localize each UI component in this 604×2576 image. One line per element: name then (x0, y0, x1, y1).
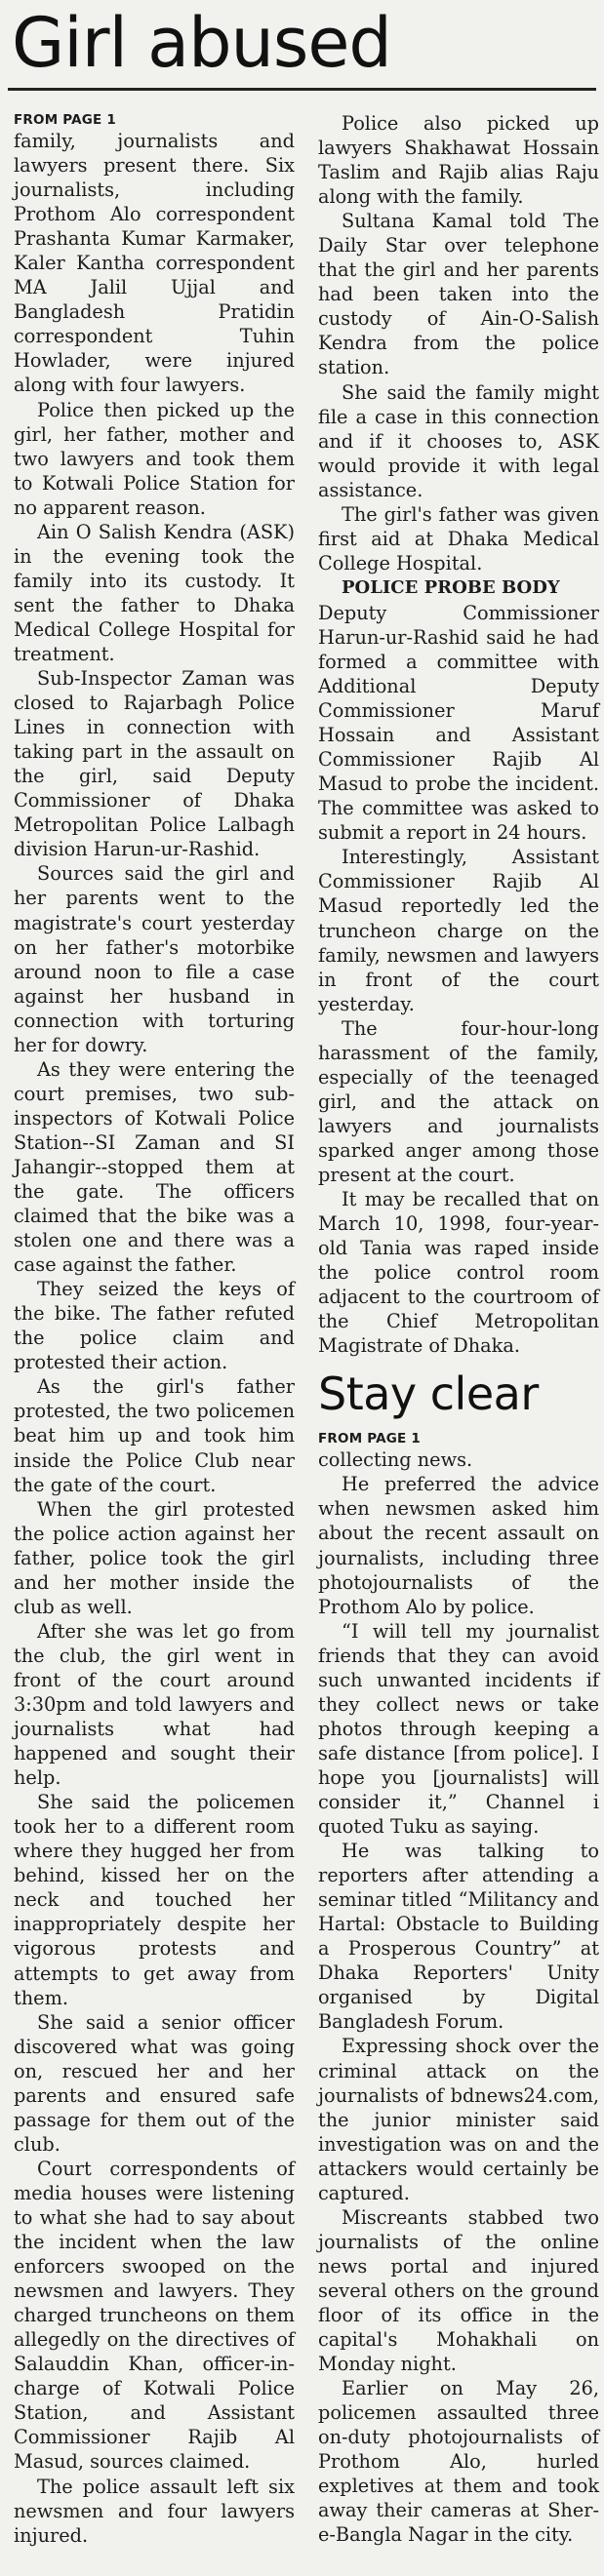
paragraph: When the girl protested the police action against her father, police took the girl and her mother inside the club as well. (14, 1497, 295, 1618)
paragraph: Police then picked up the girl, her father, mother and two lawyers and took them to Kotwali Police Station for no apparent reason. (14, 398, 295, 519)
paragraph: Expressing shock over the criminal attack on the journalists of bdnews24.com, the junior minister said investigation was on and the attackers would certainly be captured. (318, 2035, 599, 2204)
headline-rule (8, 88, 596, 91)
paragraph: The four-hour-long harassment of the family, especially of the teenaged girl, and the attack on lawyers and journalists sparked anger among those present at the court. (318, 1016, 599, 1186)
from-page-label: FROM PAGE 1 (318, 1431, 421, 1447)
paragraph: Ain O Salish Kendra (ASK) in the evening took the family into its custody. It sent the father to Dhaka Medical College Hospital for treatment. (14, 520, 295, 665)
subhead-police-probe-body: POLICE PROBE BODY (342, 576, 560, 598)
paragraph: After she was let go from the club, the girl went in front of the court around 3:30pm and told lawyers and journalists what had happened and sought their help. (14, 1619, 295, 1790)
paragraph: Deputy Commissioner Harun-ur-Rashid said he had formed a committee with Additional Deputy Commissioner Maruf Hossain and Assistant Commissioner Rajib Al Masud to probe the incident. The committee was asked to submit a report in 24 hours. (318, 601, 599, 845)
paragraph: Miscreants stabbed two journalists of the online news portal and injured several others on the ground floor of its office in the capital's Mohakhali on Monday night. (318, 2205, 599, 2376)
paragraph: Sultana Kamal told The Daily Star over telephone that the girl and her parents had been taken into the custody of Ain-O-Salish Kendra from the police station. (318, 210, 599, 379)
paragraph: Sub-Inspector Zaman was closed to Rajarbagh Police Lines in connection with taking part in the assault on the girl, said Deputy Commissioner of Dhaka Metropolitan Police Lalbagh division Harun-ur-Rashid. (14, 667, 295, 861)
paragraph: Interestingly, Assistant Commissioner Rajib Al Masud reportedly led the truncheon charge on the family, newsmen and lawyers in front of the court yesterday. (318, 846, 599, 1015)
paragraph: The girl's father was given first aid at Dhaka Medical College Hospital. (318, 502, 599, 575)
paragraph: “I will tell my journalist friends that they can avoid such unwanted incidents if they collect news or take photos through keeping a safe distance [from police]. I hope you [journalists] will consider it,” Channel i quoted Tuku as saying. (318, 1619, 599, 1839)
paragraph: Sources said the girl and her parents went to the magistrate's court yesterday on her father's motorbike around noon to file a case against her husband in connection with torturing her for dowry. (14, 862, 295, 1056)
paragraph: Earlier on May 26, policemen assaulted three on-duty photojournalists of Prothom Alo, hurled expletives at them and took away their cameras at Sher-e-Bangla Nagar in the city. (318, 2377, 599, 2547)
right-column (318, 111, 599, 2547)
paragraph: She said the family might file a case in this connection and if it chooses to, ASK would provide it with legal assistance. (318, 380, 599, 501)
paragraph: As they were entering the court premises, two sub-inspectors of Kotwali Police Station--SI Zaman and SI Jahangir--stopped them at the gate. The officers claimed that the bike was a stolen one and there was a case against the father. (14, 1057, 295, 1277)
paragraph: It may be recalled that on March 10, 1998, four-year-old Tania was raped inside the police control room adjacent to the courtroom of the Chief Metropolitan Magistrate of Dhaka. (318, 1188, 599, 1358)
paragraph: Police also picked up lawyers Shakhawat Hossain Taslim and Rajib alias Raju along with the family. (318, 112, 599, 209)
headline-girl-abused: Girl abused (12, 3, 391, 83)
from-page-label: FROM PAGE 1 (14, 112, 116, 128)
paragraph: He preferred the advice when newsmen asked him about the recent assault on journalists, including three photojournalists of the Prothom Alo by police. (318, 1473, 599, 1618)
paragraph: The police assault left six newsmen and four lawyers injured. (14, 2475, 295, 2547)
paragraph: Court correspondents of media houses were listening to what she had to say about the incident when the law enforcers swooped on the newsmen and lawyers. They charged truncheons on them allegedly on the directives of Salauddin Khan, officer-in-charge of Kotwali Police Station, and Assistant Commissioner Rajib Al Masud, sources claimed. (14, 2157, 295, 2474)
paragraph: family, journalists and lawyers present there. Six journalists, including Prothom Alo correspondent Prashanta Kumar Karmaker, Kaler Kantha correspondent MA Jalil Ujjal and Bangladesh Pratidin correspondent Tuhin Howlader, were injured along with four lawyers. (14, 130, 295, 397)
paragraph: She said the policemen took her to a different room where they hugged her from behind, kissed her on the neck and touched her inappropriately despite her vigorous protests and attempts to get away from them. (14, 1791, 295, 2009)
left-column (14, 111, 295, 2548)
paragraph: As the girl's father protested, the two policemen beat him up and took him inside the Police Club near the gate of the court. (14, 1375, 295, 1496)
paragraph: He was talking to reporters after attending a seminar titled “Militancy and Hartal: Obstacle to Building a Prosperous Country” at Dhaka Reporters' Unity organised by Digital Bangladesh Forum. (318, 1840, 599, 2034)
paragraph: collecting news. (318, 1448, 473, 1472)
paragraph: They seized the keys of the bike. The father refuted the police claim and protested their action. (14, 1278, 295, 1374)
paragraph: She said a senior officer discovered what was going on, rescued her and her parents and ensured safe passage for them out of the club. (14, 2010, 295, 2156)
headline-stay-clear: Stay clear (318, 1367, 539, 1421)
